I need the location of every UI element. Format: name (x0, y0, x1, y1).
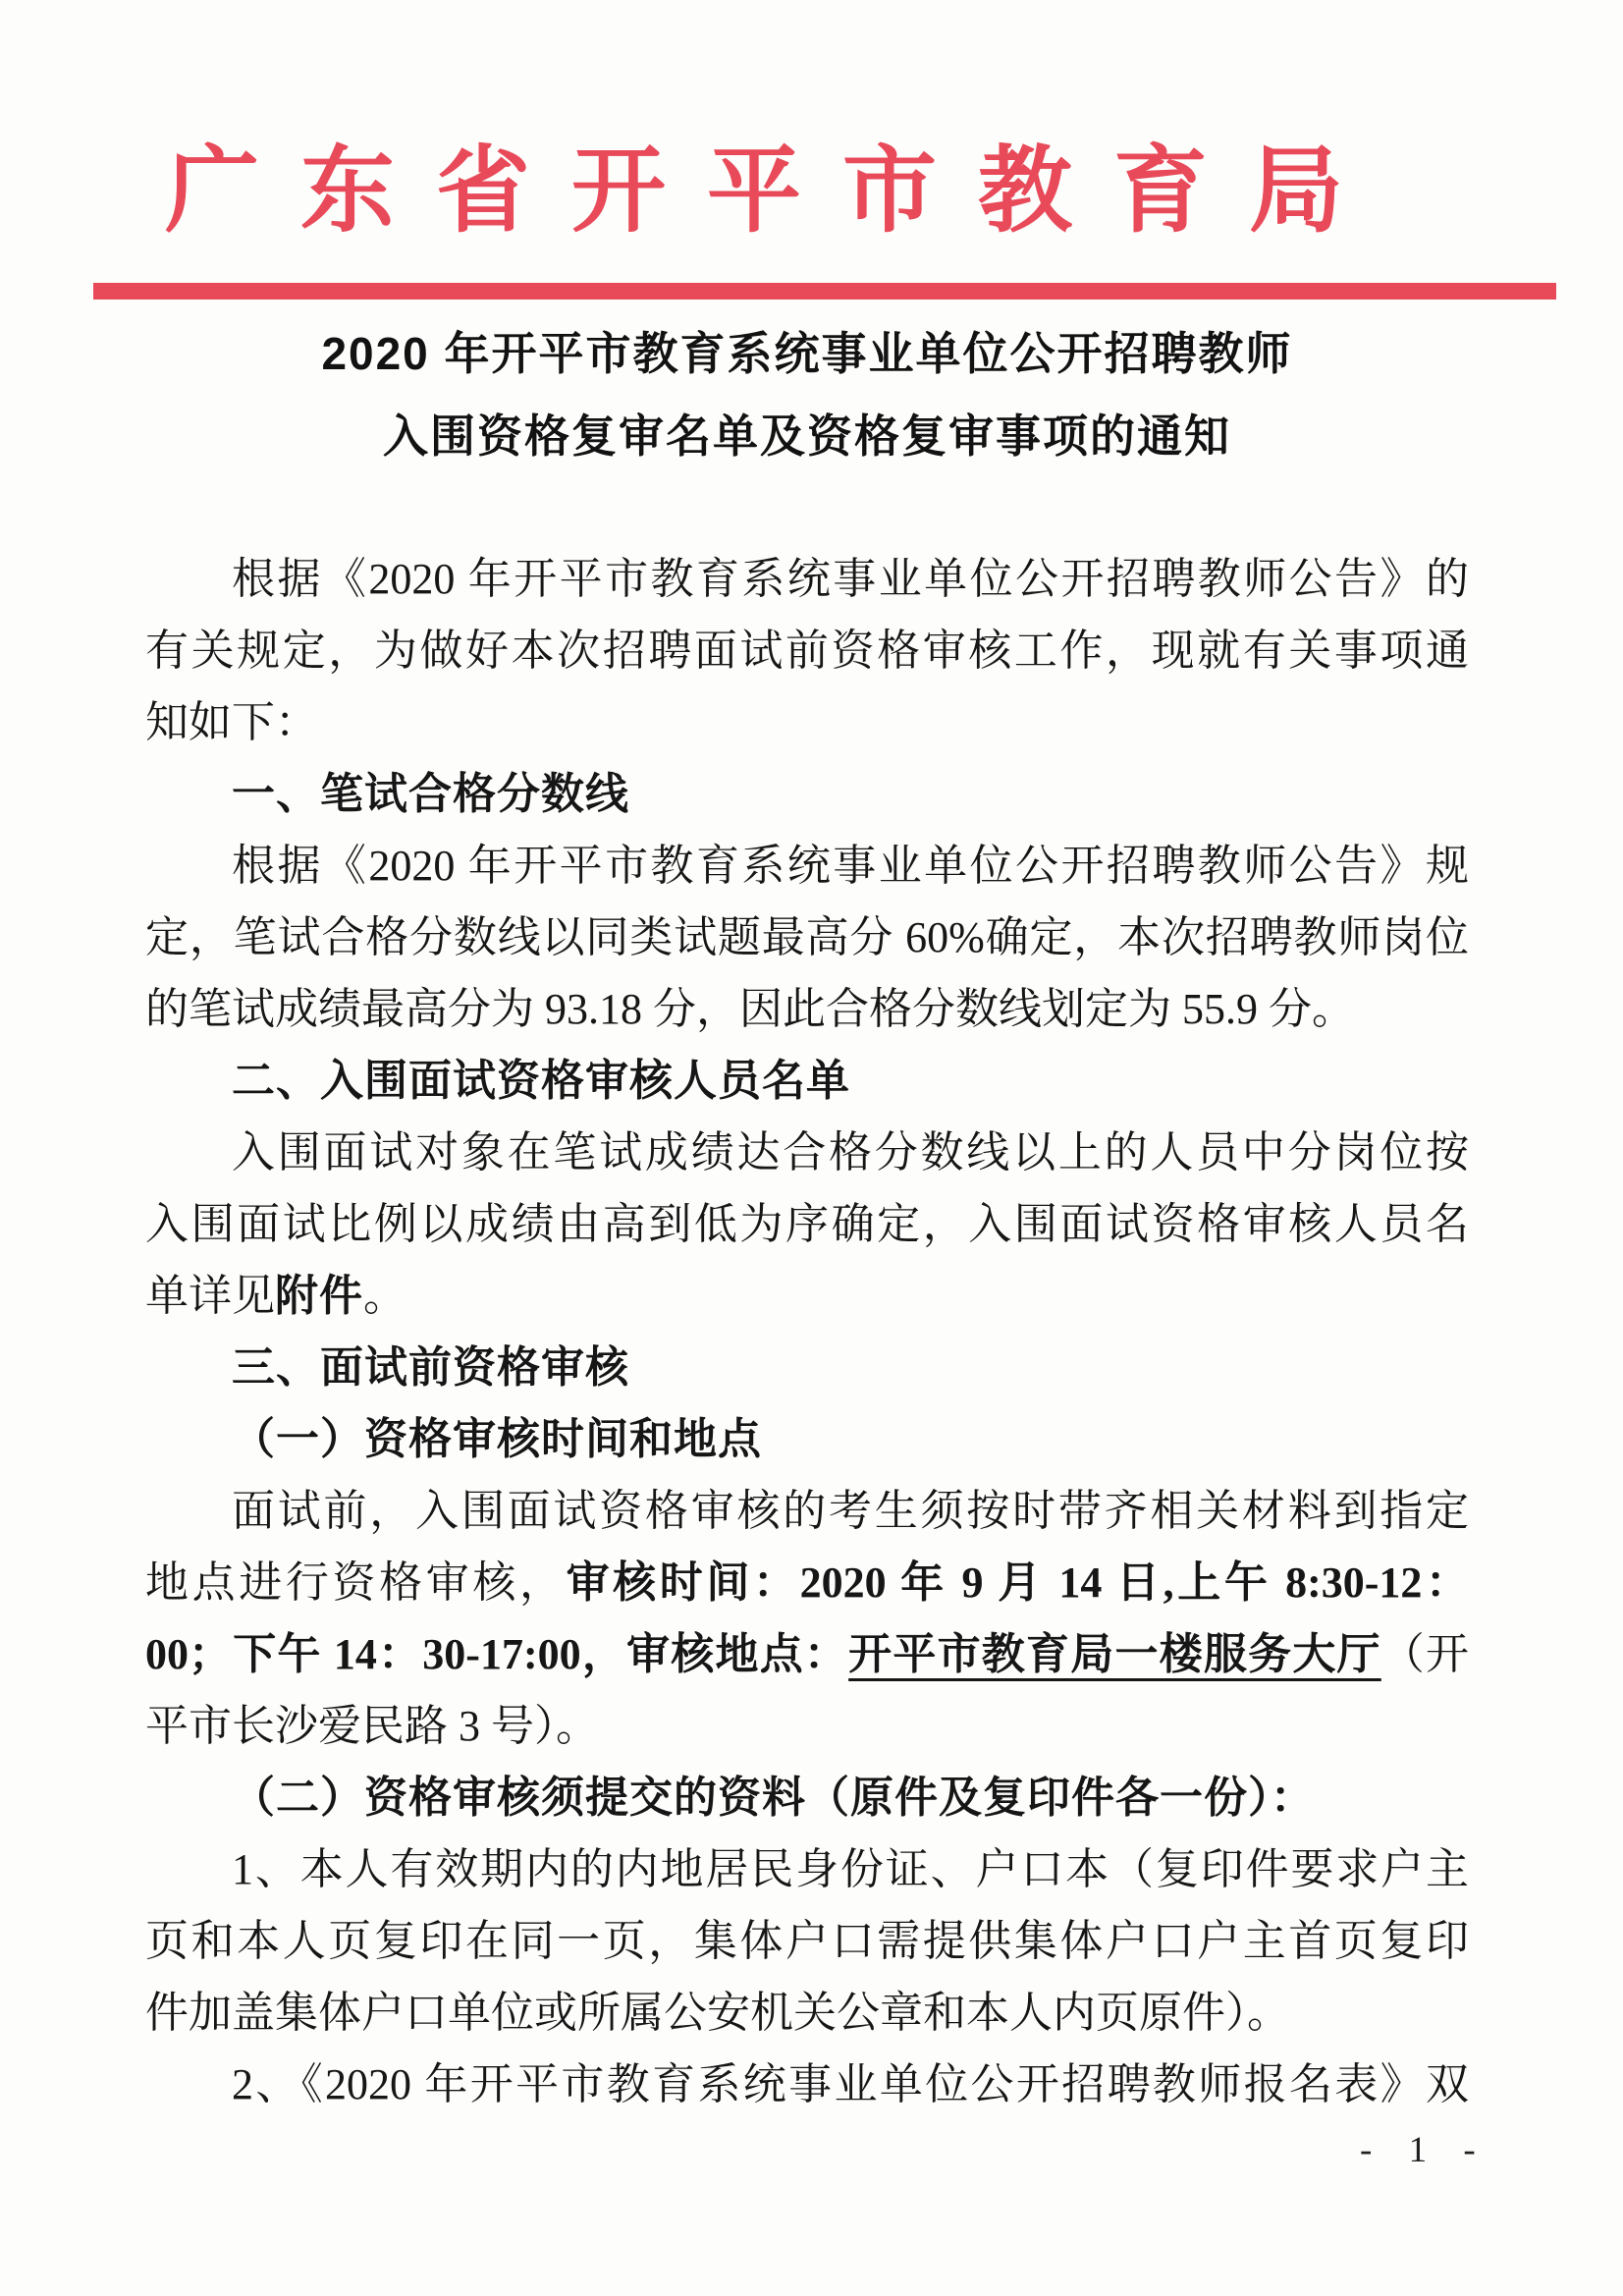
text-line: 的笔试成绩最高分为 93.18 分，因此合格分数线划定为 55.9 分。 (145, 985, 1355, 1033)
document-body (145, 543, 1469, 2120)
text-line: 有关规定，为做好本次招聘面试前资格审核工作，现就有关事项通 (145, 627, 1469, 675)
review-time-continued: 00；下午 14：30-17:00，审核地点： (145, 1630, 849, 1678)
document-title (145, 312, 1469, 477)
document-title-line1: 2020 年开平市教育系统事业单位公开招聘教师 (321, 328, 1293, 379)
text-line: 1、本人有效期内的内地居民身份证、户口本（复印件要求户主 (232, 1845, 1469, 1893)
text-line: 定，笔试合格分数线以同类试题最高分 60%确定，本次招聘教师岗位 (145, 913, 1469, 961)
text-segment: （开 (1380, 1630, 1469, 1678)
review-time-value: 审核时间：2020 年 9 月 14 日,上午 8:30-12： (566, 1558, 1469, 1607)
text-line (145, 1618, 1469, 1690)
section-heading-3: 三、面试前资格审核 (232, 1343, 629, 1392)
text-line: 入围面试对象在笔试成绩达合格分数线以上的人员中分岗位按 (232, 1128, 1469, 1176)
text-line (145, 1260, 1469, 1332)
page-number: - 1 - (1360, 2130, 1489, 2170)
subsection-heading-1: （一）资格审核时间和地点 (232, 1415, 762, 1463)
text-line: 根据《2020 年开平市教育系统事业单位公开招聘教师公告》的 (232, 555, 1469, 603)
subsection-heading-2: （二）资格审核须提交的资料（原件及复印件各一份）： (232, 1774, 1315, 1822)
review-location-value: 开平市教育局一楼服务大厅 (848, 1630, 1381, 1678)
text-line: 平市长沙爱民路 3 号）。 (145, 1702, 599, 1750)
text-line: 入围面试比例以成绩由高到低为序确定，入围面试资格审核人员名 (145, 1200, 1469, 1248)
text-segment: 。 (363, 1272, 406, 1320)
letterhead-divider-bar (93, 283, 1556, 300)
text-line: 根据《2020 年开平市教育系统事业单位公开招聘教师公告》规 (232, 842, 1469, 890)
letterhead-agency-name: 广东省开平市教育局 (165, 138, 1384, 244)
text-segment: 地点进行资格审核， (145, 1558, 567, 1607)
section-heading-2: 二、入围面试资格审核人员名单 (232, 1057, 850, 1105)
text-line: 知如下： (145, 698, 318, 746)
text-line: 页和本人页复印在同一页，集体户口需提供集体户口户主首页复印 (145, 1917, 1469, 1965)
attachment-ref: 附件 (275, 1272, 363, 1320)
section-heading-1: 一、笔试合格分数线 (232, 770, 629, 818)
text-line (145, 1547, 1469, 1618)
text-line: 件加盖集体户口单位或所属公安机关公章和本人内页原件）。 (145, 1989, 1290, 2037)
text-line: 面试前，入围面试资格审核的考生须按时带齐相关材料到指定 (232, 1487, 1469, 1535)
document-title-line2: 入围资格复审名单及资格复审事项的通知 (383, 410, 1231, 462)
text-segment: 单详见 (145, 1272, 275, 1320)
text-line: 2、《2020 年开平市教育系统事业单位公开招聘教师报名表》双 (232, 2060, 1469, 2108)
